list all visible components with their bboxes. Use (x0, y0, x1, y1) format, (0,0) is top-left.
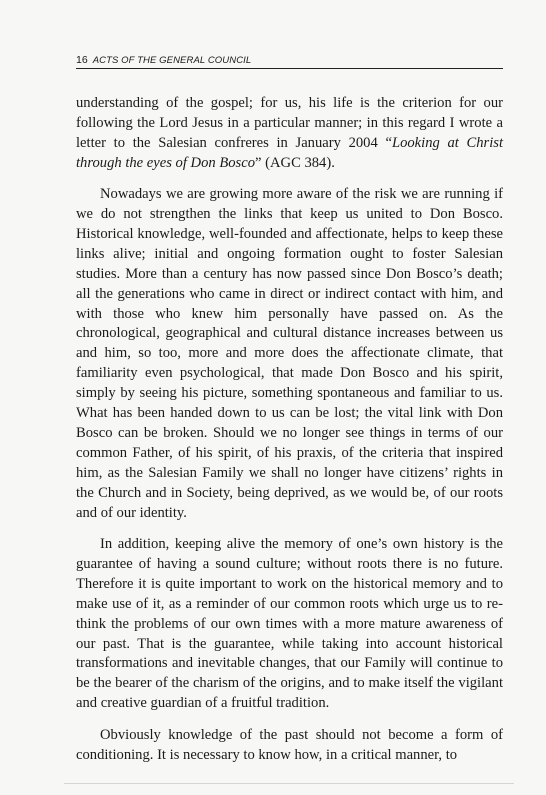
running-header (76, 54, 503, 69)
page-number: 16 (76, 54, 88, 66)
paragraph-4: Obviously knowledge of the past should not become a form of conditioning. It is necessary to know how, in a critical manner, to (76, 726, 503, 763)
paragraph-1 (76, 94, 503, 174)
page-bottom-edge (64, 783, 514, 784)
letter-title: Looking at Christ through the eyes of Don Bosco (76, 134, 504, 171)
running-title: ACTS OF THE GENERAL COUNCIL (92, 55, 252, 66)
paragraph-1-text-start: understanding of the gospel; for us, his life is the criterion for our following the Lord Jesus in a particular manner; in this regard I wrote a letter to the Salesian confreres in January 2004 “ (76, 95, 503, 151)
paragraph-3: In addition, keeping alive the memory of one’s own history is the guarantee of having a sound culture; without roots there is no future. Therefore it is quite important to work on the historical memory and to make use of it, as a reminder of our common roots which urge us to re-think the problems of our own times with a more mature awareness of our past. That is the guarantee, while taking into account historical transformations and inevitable changes, that our Family will continue to be the bearer of the charism of the origins, and to make itself the vigilant and creative guardian of a fruitful tradition. (76, 536, 503, 712)
body-text (76, 94, 503, 777)
paragraph-1-text-end: ” (AGC 384). (255, 154, 335, 171)
paragraph-2: Nowadays we are growing more aware of the risk we are running if we do not strengthen the links that keep us united to Don Bosco. Historical knowledge, well-founded and affectionate, helps to keep these links alive; initial and ongoing formation ought to foster Salesian studies. More than a century has now passed since Don Bosco’s death; all the generations who came in direct or indirect contact with him, and with those who knew him personally have passed on. As the chronological, geographical and cultural distance increases between us and him, so too, more and more does the affectionate climate, that familiarity even psychological, that made Don Bosco and his spirit, simply by seeing his picture, something spontaneous and familiar to us. What has been handed down to us can be lost; the vital link with Don Bosco can be broken. Should we no longer see things in terms of our common Father, of his spirit, of his praxis, of the criteria that inspired him, as the Salesian Family we shall no longer have citizens’ rights in the Church and in Society, being deprived, as we would be, of our roots and of our identity. (76, 186, 503, 521)
